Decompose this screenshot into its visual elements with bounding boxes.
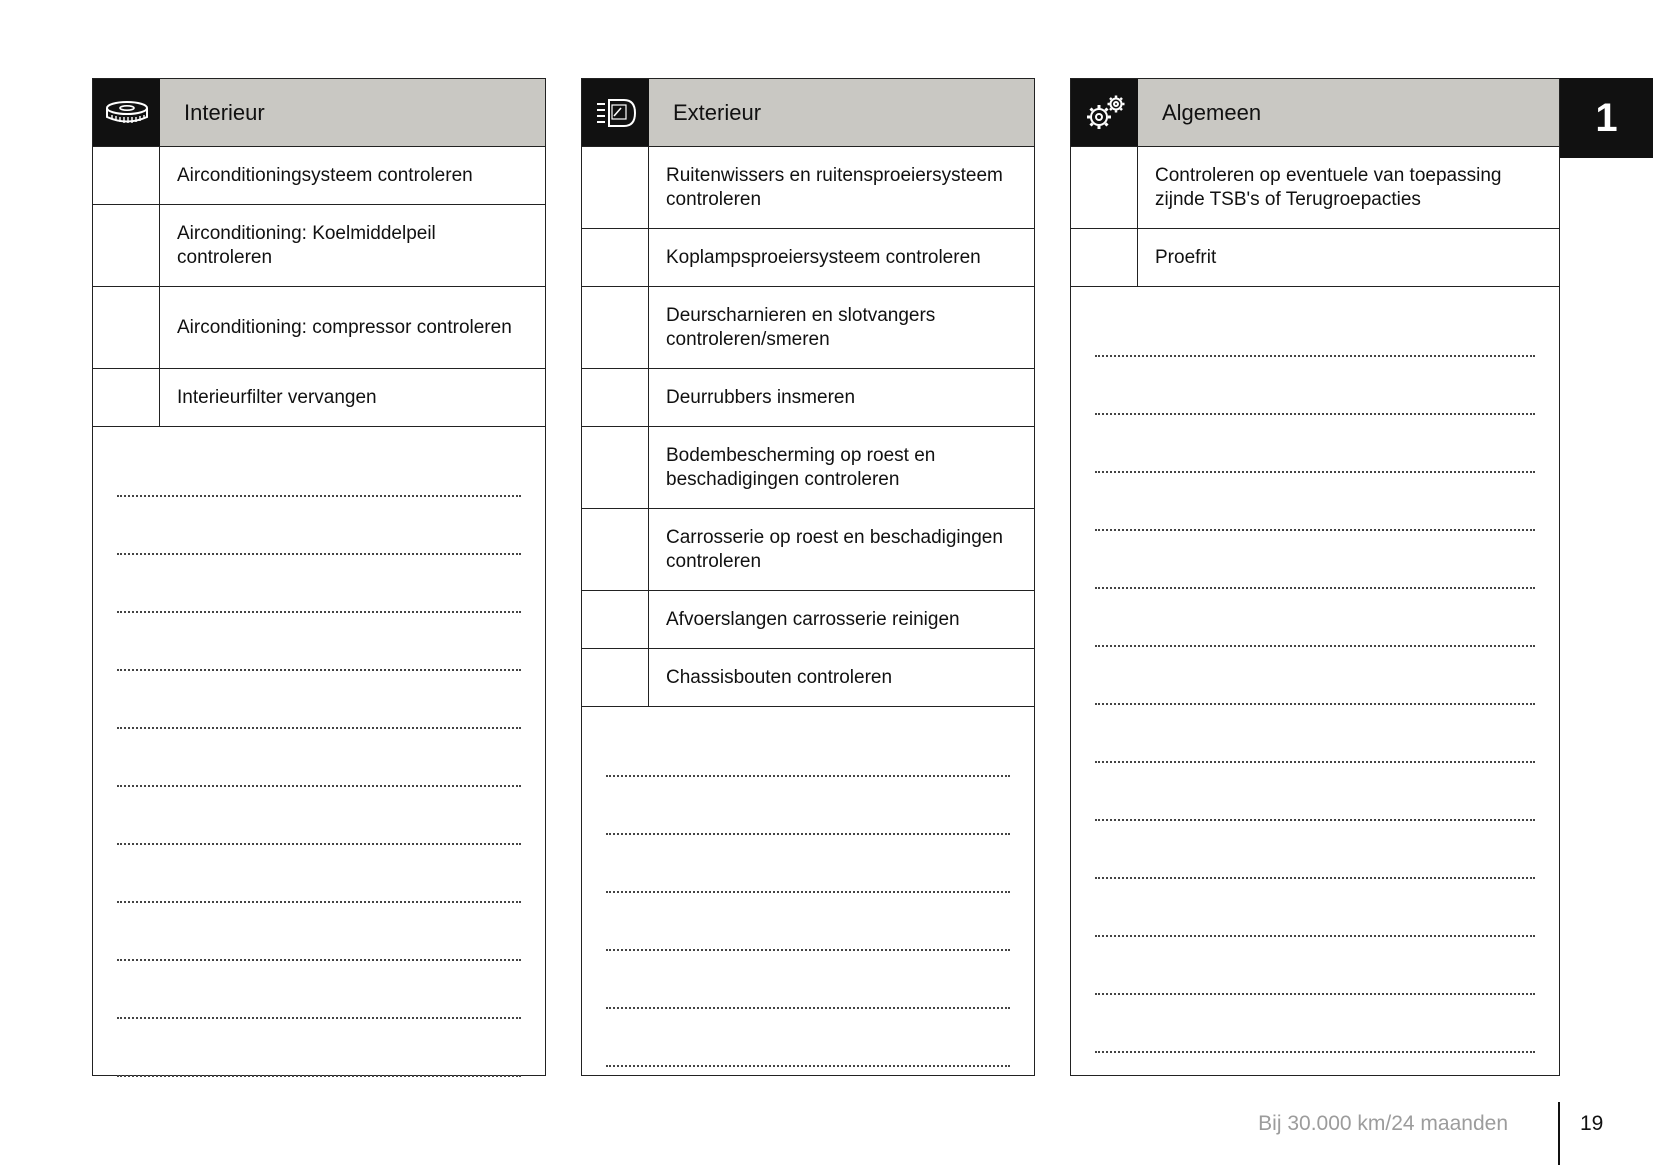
note-line[interactable] xyxy=(606,835,1010,893)
note-line[interactable] xyxy=(1095,473,1535,531)
note-line[interactable] xyxy=(606,1009,1010,1067)
section-number-tab: 1 xyxy=(1560,78,1653,158)
note-line[interactable] xyxy=(117,729,521,787)
checklist-item-text: Interieurfilter vervangen xyxy=(177,386,377,408)
checklist-item-text: Carrosserie op roest en beschadigingen controleren xyxy=(666,526,1003,572)
checklist-item-text: Afvoerslangen carrosserie reinigen xyxy=(666,608,960,630)
checkbox-cell[interactable] xyxy=(582,287,649,368)
checklist-row xyxy=(1071,147,1559,229)
note-line[interactable] xyxy=(1095,299,1535,357)
checklist-item-text: Controleren op eventuele van toepassing zijnde TSB's of Terugroepacties xyxy=(1155,164,1502,210)
checklist-row xyxy=(93,147,545,205)
checkbox-cell[interactable] xyxy=(582,591,649,648)
note-line[interactable] xyxy=(1095,357,1535,415)
checklist-row xyxy=(93,205,545,287)
notes-area xyxy=(1071,287,1559,1053)
checkbox-cell[interactable] xyxy=(582,147,649,228)
checklist-item-text: Deurrubbers insmeren xyxy=(666,386,856,408)
panel-title: Interieur xyxy=(160,79,545,146)
note-line[interactable] xyxy=(606,777,1010,835)
checklist-row xyxy=(93,287,545,369)
checklist-row xyxy=(582,509,1034,591)
note-line[interactable] xyxy=(1095,589,1535,647)
note-line[interactable] xyxy=(1095,647,1535,705)
checklist-item-text: Proefrit xyxy=(1155,246,1217,268)
note-line[interactable] xyxy=(117,961,521,1019)
note-line[interactable] xyxy=(606,893,1010,951)
checkbox-cell[interactable] xyxy=(93,287,160,368)
checklist-item-text: Ruitenwissers en ruitensproeiersysteem controleren xyxy=(666,164,1003,210)
note-line[interactable] xyxy=(606,719,1010,777)
notes-area xyxy=(582,707,1034,1067)
note-line[interactable] xyxy=(117,787,521,845)
note-line[interactable] xyxy=(1095,763,1535,821)
note-line[interactable] xyxy=(117,1019,521,1077)
checklist-item-text: Airconditioning: compressor controleren xyxy=(177,316,512,338)
note-line[interactable] xyxy=(1095,821,1535,879)
note-line[interactable] xyxy=(117,671,521,729)
checkbox-cell[interactable] xyxy=(93,205,160,286)
checklist-item-text: Airconditioning: Koelmiddelpeil controleren xyxy=(177,222,436,268)
note-line[interactable] xyxy=(1095,879,1535,937)
panel-header xyxy=(93,79,545,147)
checklist-item-text: Airconditioningsysteem controleren xyxy=(177,164,473,186)
note-line[interactable] xyxy=(117,613,521,671)
checklist-item-text: Bodembescherming op roest en beschadigingen controleren xyxy=(666,444,936,490)
checkbox-cell[interactable] xyxy=(582,649,649,706)
checklist-item-text: Koplampsproeiersysteem controleren xyxy=(666,246,981,268)
note-line[interactable] xyxy=(1095,995,1535,1053)
note-line[interactable] xyxy=(1095,937,1535,995)
checklist-row xyxy=(582,147,1034,229)
panel-exterieur xyxy=(581,78,1035,1076)
checkbox-cell[interactable] xyxy=(93,147,160,204)
panel-title: Algemeen xyxy=(1138,79,1559,146)
gears-icon xyxy=(1071,79,1138,146)
note-line[interactable] xyxy=(606,951,1010,1009)
checkbox-cell[interactable] xyxy=(1071,147,1138,228)
note-line[interactable] xyxy=(1095,531,1535,589)
panel-header xyxy=(582,79,1034,147)
note-line[interactable] xyxy=(117,439,521,497)
checkbox-cell[interactable] xyxy=(1071,229,1138,286)
panel-interieur xyxy=(92,78,546,1076)
checklist-item-text: Chassisbouten controleren xyxy=(666,666,893,688)
footer-divider xyxy=(1558,1102,1560,1165)
note-line[interactable] xyxy=(1095,415,1535,473)
panel-header xyxy=(1071,79,1559,147)
checkbox-cell[interactable] xyxy=(582,369,649,426)
panel-algemeen xyxy=(1070,78,1560,1076)
note-line[interactable] xyxy=(117,555,521,613)
checklist-row xyxy=(582,369,1034,427)
checklist-item-text: Deurscharnieren en slotvangers controleren/smeren xyxy=(666,304,936,350)
note-line[interactable] xyxy=(117,845,521,903)
air-filter-icon xyxy=(93,79,160,146)
checklist-row xyxy=(582,427,1034,509)
checklist-row xyxy=(93,369,545,427)
checklist-row xyxy=(582,229,1034,287)
checklist-row xyxy=(1071,229,1559,287)
checkbox-cell[interactable] xyxy=(582,509,649,590)
note-line[interactable] xyxy=(117,497,521,555)
service-interval-label: Bij 30.000 km/24 maanden xyxy=(1258,1112,1508,1135)
checkbox-cell[interactable] xyxy=(93,369,160,426)
notes-area xyxy=(93,427,545,1077)
checklist-row xyxy=(582,649,1034,707)
note-line[interactable] xyxy=(117,903,521,961)
note-line[interactable] xyxy=(1095,705,1535,763)
checklist-row xyxy=(582,591,1034,649)
checklist-row xyxy=(582,287,1034,369)
page-number: 19 xyxy=(1580,1112,1604,1135)
checkbox-cell[interactable] xyxy=(582,229,649,286)
checkbox-cell[interactable] xyxy=(582,427,649,508)
panel-title: Exterieur xyxy=(649,79,1034,146)
headlight-icon xyxy=(582,79,649,146)
